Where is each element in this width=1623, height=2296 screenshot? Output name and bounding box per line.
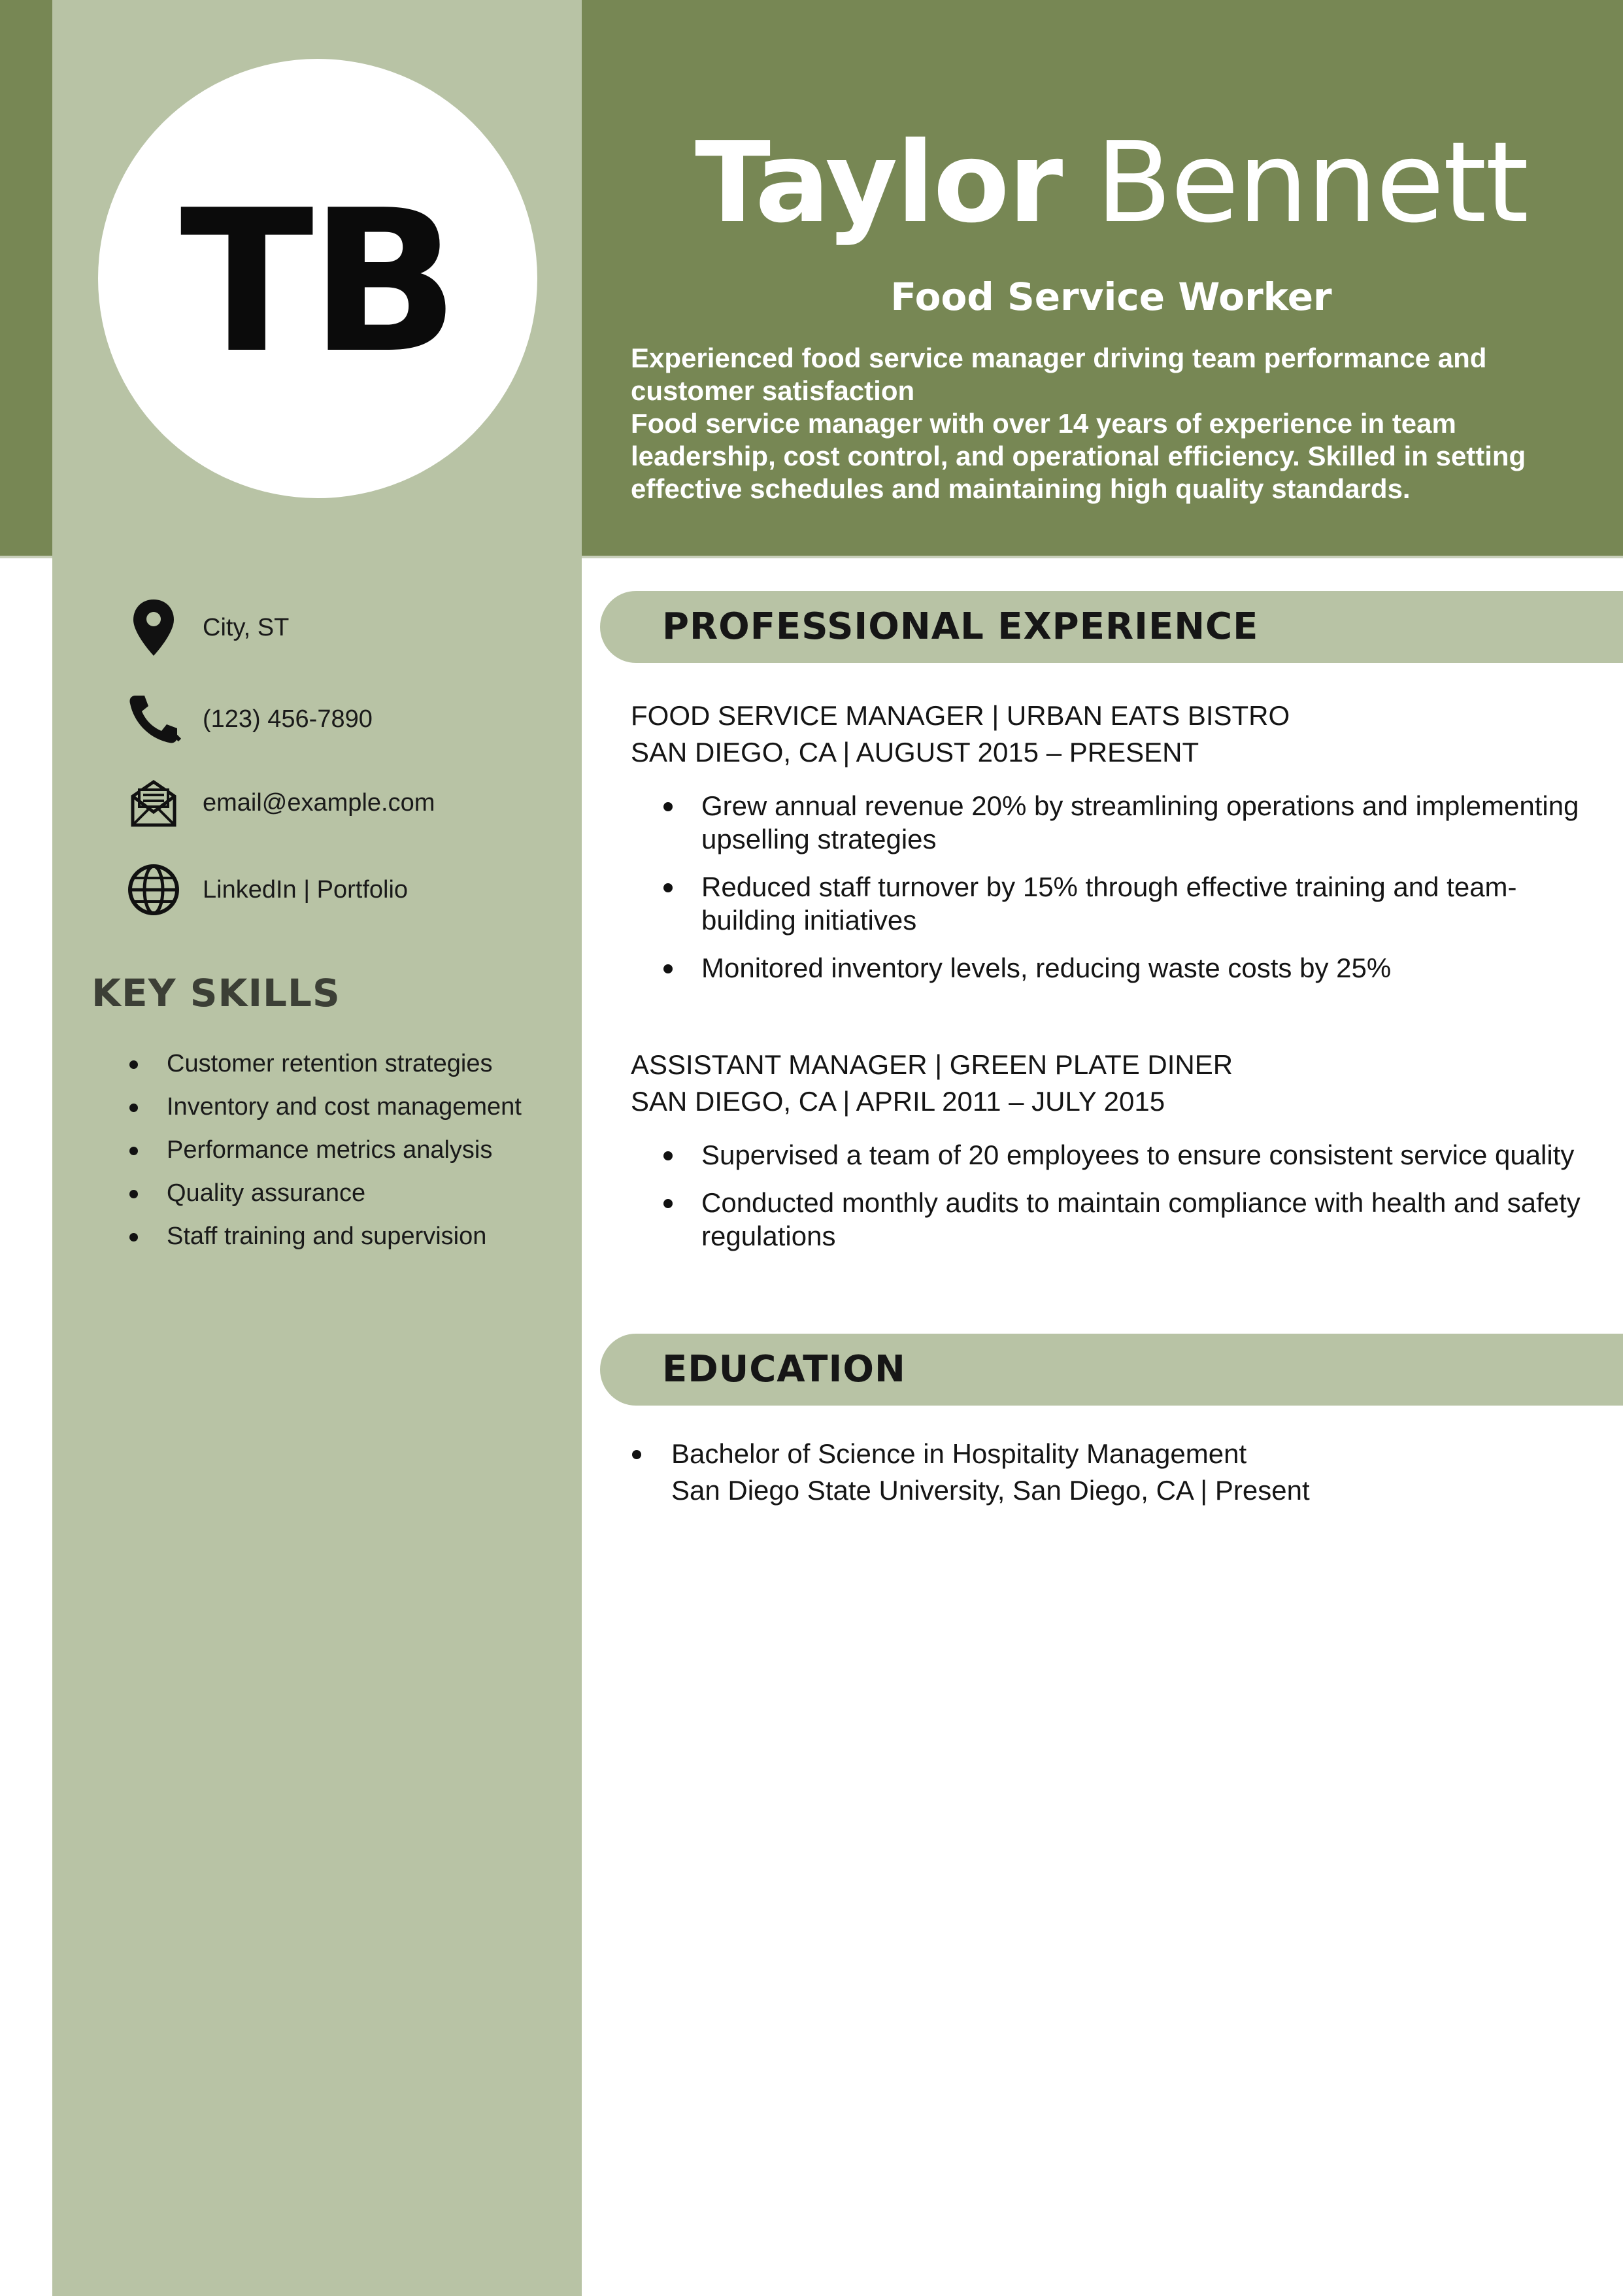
job-bullet: Supervised a team of 20 employees to ensure consistent service quality bbox=[631, 1138, 1598, 1172]
summary-headline: Experienced food service manager driving team performance and customer satisfaction bbox=[631, 343, 1487, 406]
skill-item: Inventory and cost management bbox=[124, 1091, 543, 1123]
contact-web bbox=[124, 857, 569, 922]
job-role: ASSISTANT MANAGER | GREEN PLATE DINER bbox=[631, 1049, 1233, 1080]
phone-text[interactable]: (123) 456-7890 bbox=[203, 705, 373, 733]
job-bullet: Reduced staff turnover by 15% through effective training and team-building initiatives bbox=[631, 870, 1598, 937]
monogram-avatar bbox=[98, 59, 537, 498]
contact-location bbox=[124, 595, 569, 660]
job-bullets bbox=[631, 1138, 1598, 1253]
monogram-initials: TB bbox=[180, 167, 456, 396]
summary bbox=[631, 342, 1585, 505]
last-name: Bennett bbox=[1096, 118, 1528, 248]
job-entry-2 bbox=[631, 1047, 1598, 1267]
education-section-header bbox=[600, 1334, 1623, 1406]
summary-text: Food service manager with over 14 years of experience in team leadership, cost control, and operational efficiency. Skilled in setting effective schedules and maintaining high quality standards. bbox=[631, 408, 1526, 504]
web-links-text[interactable]: LinkedIn | Portfolio bbox=[203, 875, 409, 903]
job-bullet: Grew annual revenue 20% by streamlining operations and implementing upselling strategies bbox=[631, 789, 1598, 856]
degree: Bachelor of Science in Hospitality Management bbox=[671, 1438, 1247, 1469]
skill-item: Staff training and supervision bbox=[124, 1221, 543, 1253]
job-bullet: Conducted monthly audits to maintain compliance with health and safety regulations bbox=[631, 1186, 1598, 1253]
education-item bbox=[631, 1436, 1598, 1509]
contact-phone bbox=[124, 686, 569, 752]
job-bullet: Monitored inventory levels, reducing waste costs by 25% bbox=[631, 951, 1598, 985]
experience-title: PROFESSIONAL EXPERIENCE bbox=[662, 605, 1259, 648]
candidate-name bbox=[627, 118, 1595, 248]
job-location-dates: SAN DIEGO, CA | AUGUST 2015 – PRESENT bbox=[631, 737, 1199, 768]
education-title: EDUCATION bbox=[662, 1348, 906, 1391]
skill-item: Customer retention strategies bbox=[124, 1048, 543, 1080]
job-entry-1 bbox=[631, 698, 1598, 999]
contact-email bbox=[124, 770, 569, 836]
school: San Diego State University, San Diego, CA | Present bbox=[671, 1475, 1310, 1506]
phone-icon bbox=[124, 690, 183, 749]
skill-item: Quality assurance bbox=[124, 1177, 543, 1209]
globe-icon bbox=[124, 860, 183, 919]
skill-item: Performance metrics analysis bbox=[124, 1134, 543, 1166]
location-text: City, ST bbox=[203, 613, 290, 641]
skills-list bbox=[124, 1048, 543, 1264]
experience-section-header bbox=[600, 591, 1623, 663]
job-bullets bbox=[631, 789, 1598, 985]
envelope-icon bbox=[124, 773, 183, 832]
education-entry bbox=[631, 1436, 1598, 1509]
skills-title: KEY SKILLS bbox=[92, 971, 341, 1015]
job-role: FOOD SERVICE MANAGER | URBAN EATS BISTRO bbox=[631, 700, 1290, 731]
email-text[interactable]: email@example.com bbox=[203, 788, 435, 817]
job-location-dates: SAN DIEGO, CA | APRIL 2011 – JULY 2015 bbox=[631, 1086, 1165, 1117]
first-name: Taylor bbox=[695, 118, 1062, 248]
location-pin-icon bbox=[124, 598, 183, 657]
job-title: Food Service Worker bbox=[890, 275, 1332, 319]
